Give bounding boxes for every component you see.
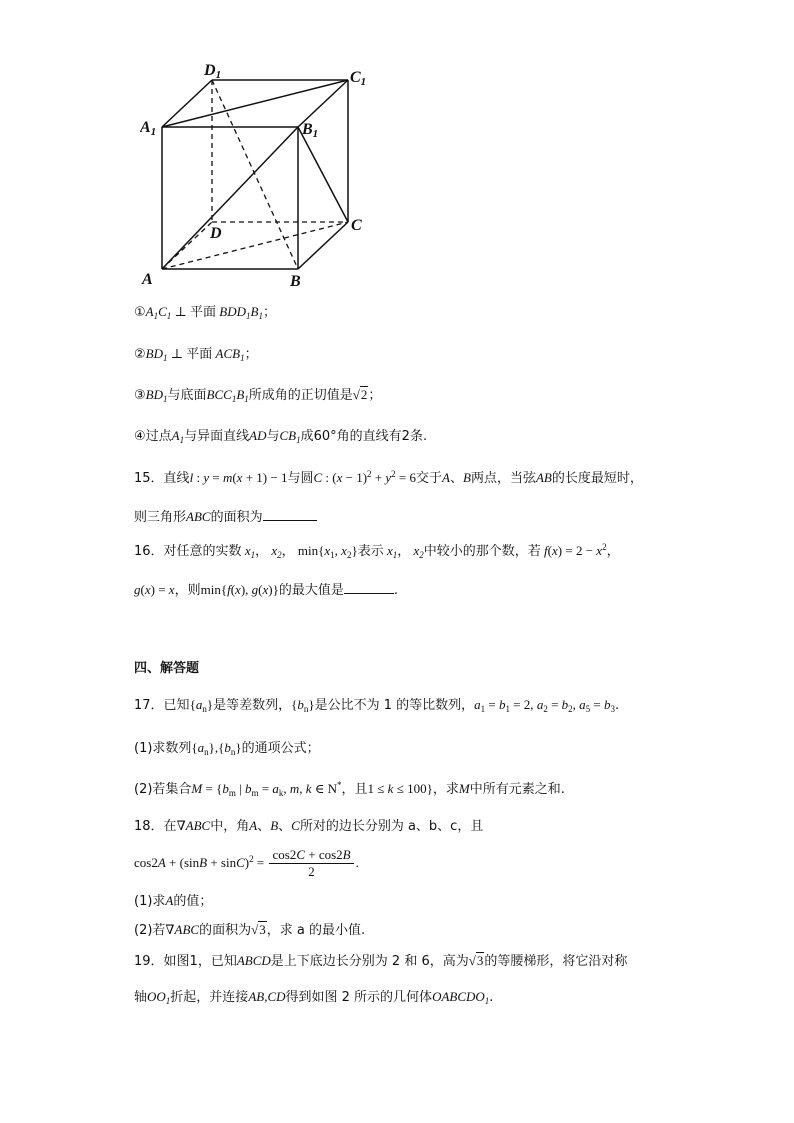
answer-blank-15[interactable]	[263, 508, 317, 521]
cube-diagram	[140, 58, 380, 290]
section-title: 四、解答题	[134, 661, 200, 676]
diagonal-a1-c1	[162, 80, 348, 127]
vertex-label-d: D	[210, 225, 222, 242]
hidden-diagonal-a-c	[162, 222, 348, 269]
question-18-line-1: 18．在∇ABC中，角A、B、C所对的边长分别为 a、b、c，且	[134, 818, 484, 834]
cube-figure	[140, 58, 380, 290]
question-17-line-1: 17．已知$\{a_n\}$是等差数列，$\{b_n\}$是公比不为 1 的等比数列，$a_1 = b_1 = 2$, $a_2 = b_2$, $a_5 = b_3$.	[134, 697, 620, 714]
vertex-label-a1: A1	[140, 119, 157, 138]
vertex-label-c1: C1	[350, 69, 367, 88]
vertex-label-a: A	[142, 271, 153, 288]
question-16-line-1: 16．对任意的实数 $x_1$， $x_2$， $\min\{x_1$, $x_2$}表示 $x_1$， $x_2$中较小的那个数，若 $f(x) = 2 - x^2$，	[134, 542, 620, 560]
edge-b-c	[298, 222, 348, 269]
question-17-part-1: (1)求数列$\{a_n\},\{b_n\}$的通项公式；	[134, 740, 320, 757]
statement-3: $③BD_1$与底面$BCC_1B_1$所成角的正切值是√2；	[134, 387, 382, 404]
fraction: $\frac{\cos 2C + \cos 2B}{2}$	[269, 847, 353, 880]
question-18-formula: $\cos 2A + (\sin B + \sin C)^2$ = $\frac{\cos 2C + \cos 2B}{2}$ .	[134, 847, 359, 879]
diagonal-b1-c	[298, 127, 348, 222]
question-18-part-2: (2)若∇ABC的面积为√3，求 a 的最小值.	[134, 922, 366, 938]
question-16-line-2: g(x) = x，则min{f(x), g(x)}的最大值是 .	[134, 582, 399, 598]
statement-2: $②BD_1$ ⊥ 平面 $ACB_1$；	[134, 346, 258, 363]
question-15-line-2: 则三角形ABC的面积为	[134, 507, 674, 528]
vertex-label-c: C	[351, 217, 362, 234]
question-19-line-2: 轴$OO_1$折起，并连接AB,CD得到如图 2 所示的几何体$OABCDO_1$.	[134, 989, 494, 1006]
vertex-label-b1: B1	[302, 121, 319, 140]
answer-blank-16[interactable]	[344, 581, 394, 594]
vertex-label-d1: D1	[204, 62, 222, 81]
question-15-line-1: 15．直线l : y = m(x + 1) − 1与圆C : $(x - 1)^2 + y^2 = 6$交于A、B两点，当弦AB的长度最短时，	[134, 469, 643, 486]
hidden-edge-a-d	[162, 222, 212, 269]
question-19-line-1: 19．如图1，已知ABCD是上下底边长分别为 2 和 6，高为√3的等腰梯形，将它沿对称	[134, 953, 628, 969]
hidden-diagonal-b-d1	[212, 80, 298, 269]
question-18-part-1: (1)求A的值；	[134, 893, 213, 909]
diagonal-a-b1	[162, 127, 298, 269]
statement-4: ④过点$A_1$与异面直线AD与$CB_1$成60°角的直线有2条.	[134, 428, 428, 445]
statement-1: $①A_1C_1$ ⊥ 平面 $BDD_1B_1$；	[134, 304, 276, 321]
vertex-label-b: B	[290, 273, 301, 290]
question-17-part-2: (2)若集合$M = \{b_m$ | $b_m = a_k$, m, k ∈ N*，且1 ≤ k ≤ 100}，求M中所有元素之和.	[134, 780, 565, 798]
